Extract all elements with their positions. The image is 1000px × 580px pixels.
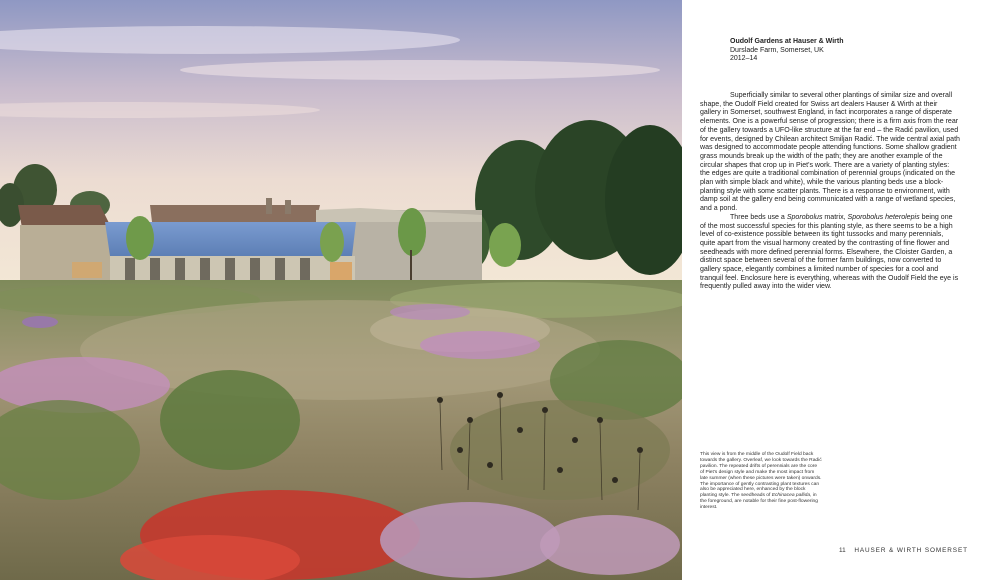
caption-header — [730, 38, 930, 64]
body-p2-italic-1: Sporobolus — [786, 213, 823, 221]
photo-caption-text-b: , in the foreground, are notable for their fine post-flowering interest. — [700, 493, 818, 511]
body-p2-italic-2: Sporobolus heterolepis — [847, 213, 920, 221]
caption-years: 2012–14 — [730, 55, 758, 63]
body-text — [700, 92, 960, 292]
photo-caption — [700, 452, 822, 511]
page-footer — [839, 547, 968, 554]
photo-caption-italic: Echinacea pallida — [771, 493, 811, 499]
body-paragraph-1: Superficially similar to several other plantings of similar size and overall shape, the Oudolf Field created for Swiss art dealers Hauser & Wirth at their gallery in Somerset, southwest England, in fact incorporates a range of disperate elements. One is a powerful sense of progression; there is a firm axis from the rear of the gallery towards a UFO-like structure at the far end – the Radić pavilion, used for events, designed by Chilean architect Smiljan Radić. The wide central axial path was designed to accommodate people attending functions. Some shallow gradient grass mounds break up the width of the path; they are another example of the circular shapes that crop up in Piet's work. There are a variety of planting styles: the edges are quite a traditional combination of perennial groups (indicated on the plan with simple black and white), while the various planting beds use a block-planting style with some scatter plants. There is a response to environment, with damp soil at the gallery end being communicated with a range of wetland species, and a pond. — [700, 92, 960, 213]
body-paragraph-2 — [700, 214, 960, 292]
page-number: 11 — [839, 547, 846, 554]
caption-title: Oudolf Gardens at Hauser & Wirth — [730, 38, 844, 45]
body-p2-text-a: Three beds use a — [730, 213, 787, 221]
photo-caption-text-a: This view is from the middle of the Oudolf Field back towards the gallery. Overleaf, we look towards the Radić pavilion. The repeated drifts of perennials are the core of Piet's design style and make the most impact from late summer (when these pictures were taken) onwards. The importance of gently contrasting plant textures can also be appreciated here, enhanced by the block planting style. The seedheads of — [700, 452, 822, 499]
body-p2-text-c: being one of the most successful species for this planting style, as there seems to be a high level of co-existence possible between its tight tussocks and many perennials, quite apart from the visual harmony created by the contrasting of fine flower and seedheads with more defined perennial forms. Elsewhere, the Cloister Garden, a distinct space between several of the former farm buildings, now converted to gallery space, elegantly combines a limited number of species for a cool and tranquil feel. Enclosure here is everything, whereas with the Oudolf Field the eye is frequently pulled away into the wider view. — [700, 213, 959, 291]
caption-location: Durslade Farm, Somerset, UK — [730, 46, 824, 54]
body-p2-text-b: matrix, — [822, 213, 848, 221]
running-head: HAUSER & WIRTH SOMERSET — [854, 547, 968, 554]
